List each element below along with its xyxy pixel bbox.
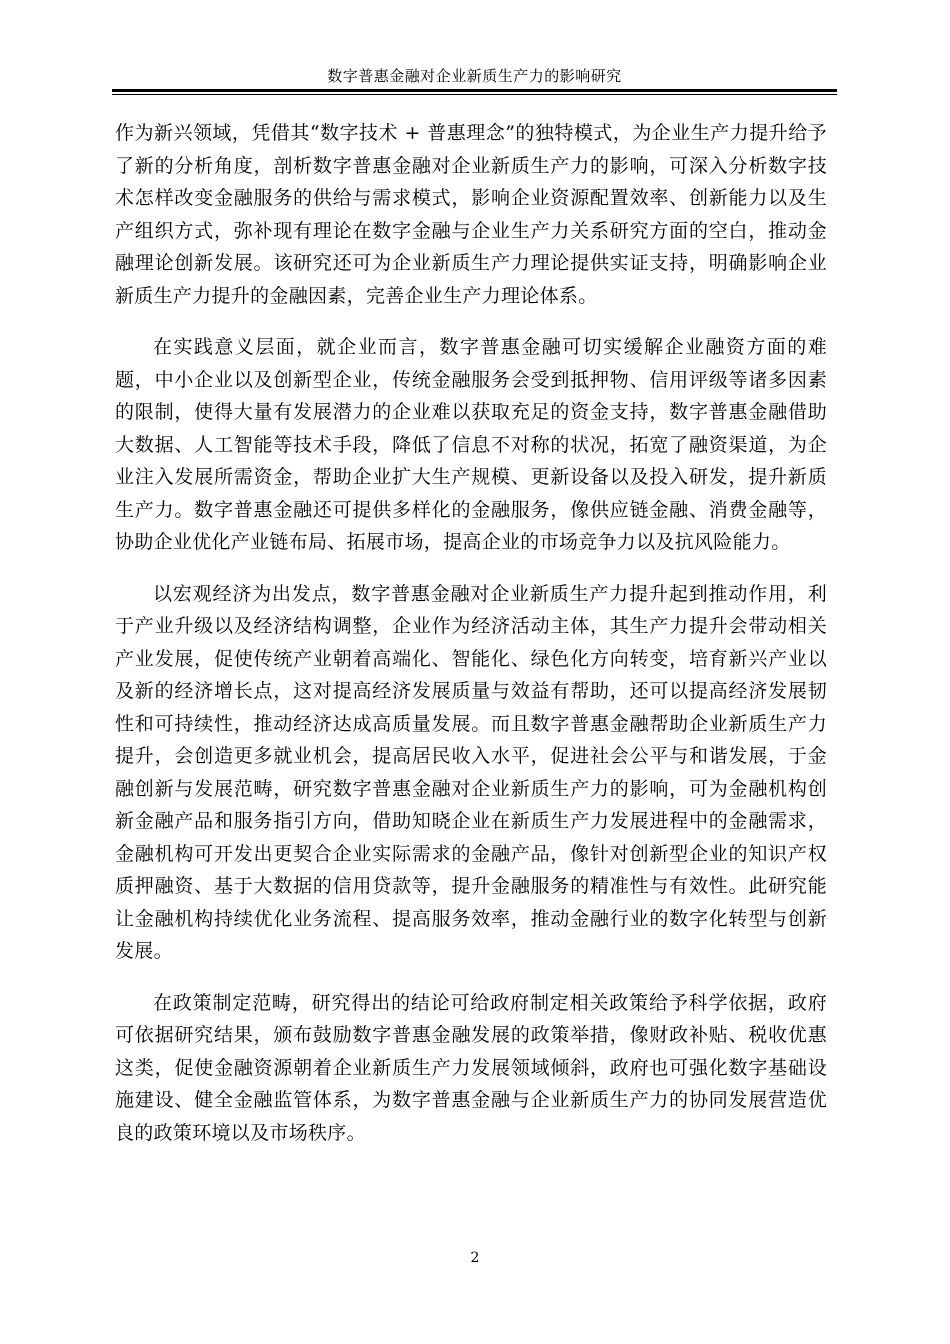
body-text bbox=[115, 117, 827, 1168]
running-header: 数字普惠金融对企业新质生产力的影响研究 bbox=[327, 67, 622, 85]
header-rule-thin bbox=[112, 94, 837, 95]
header-rule-thick bbox=[112, 89, 837, 92]
paragraph-continued: 作为新兴领域，凭借其“数字技术 + 普惠理念”的独特模式，为企业生产力提升给予了新的分析角度，剖析数字普惠金融对企业新质生产力的影响，可深入分析数字技术怎样改变金融服务的供给与需求模式，影响企业资源配置效率、创新能力以及生产组织方式，弥补现有理论在数字金融与企业生产力关系研究方面的空白，推动金融理论创新发展。该研究还可为企业新质生产力理论提供实证支持，明确影响企业新质生产力提升的金融因素，完善企业生产力理论体系。 bbox=[115, 122, 827, 307]
paragraph-macro-economy: 以宏观经济为出发点，数字普惠金融对企业新质生产力提升起到推动作用，利于产业升级以及经济结构调整，企业作为经济活动主体，其生产力提升会带动相关产业发展，促使传统产业朝着高端化、智能化、绿色化方向转变，培育新兴产业以及新的经济增长点，这对提高经济发展质量与效益有帮助，还可以提高经济发展韧性和可持续性，推动经济达成高质量发展。而且数字普惠金融帮助企业新质生产力提升，会创造更多就业机会，提高居民收入水平，促进社会公平与和谐发展，于金融创新与发展范畴，研究数字普惠金融对企业新质生产力的影响，可为金融机构创新金融产品和服务指引方向，借助知晓企业在新质生产力发展进程中的金融需求，金融机构可开发出更契合企业实际需求的金融产品，像针对创新型企业的知识产权质押融资、基于大数据的信用贷款等，提升金融服务的精准性与有效性。此研究能让金融机构持续优化业务流程、提高服务效率，推动金融行业的数字化转型与创新发展。 bbox=[115, 582, 827, 962]
page-number: 2 bbox=[470, 1250, 480, 1266]
paragraph-practical-significance: 在实践意义层面，就企业而言，数字普惠金融可切实缓解企业融资方面的难题，中小企业以及创新型企业，传统金融服务会受到抵押物、信用评级等诸多因素的限制，使得大量有发展潜力的企业难以获取充足的资金支持，数字普惠金融借助大数据、人工智能等技术手段，降低了信息不对称的状况，拓宽了融资渠道，为企业注入发展所需资金，帮助企业扩大生产规模、更新设备以及投入研发，提升新质生产力。数字普惠金融还可提供多样化的金融服务，像供应链金融、消费金融等，协助企业优化产业链布局、拓展市场，提高企业的市场竞争力以及抗风险能力。 bbox=[115, 336, 827, 553]
paragraph-policy: 在政策制定范畴，研究得出的结论可给政府制定相关政策给予科学依据，政府可依据研究结果，颁布鼓励数字普惠金融发展的政策举措，像财政补贴、税收优惠这类，促使金融资源朝着企业新质生产力发展领域倾斜，政府也可强化数字基础设施建设、健全金融监管体系，为数字普惠金融与企业新质生产力的协同发展营造优良的政策环境以及市场秩序。 bbox=[115, 991, 827, 1144]
